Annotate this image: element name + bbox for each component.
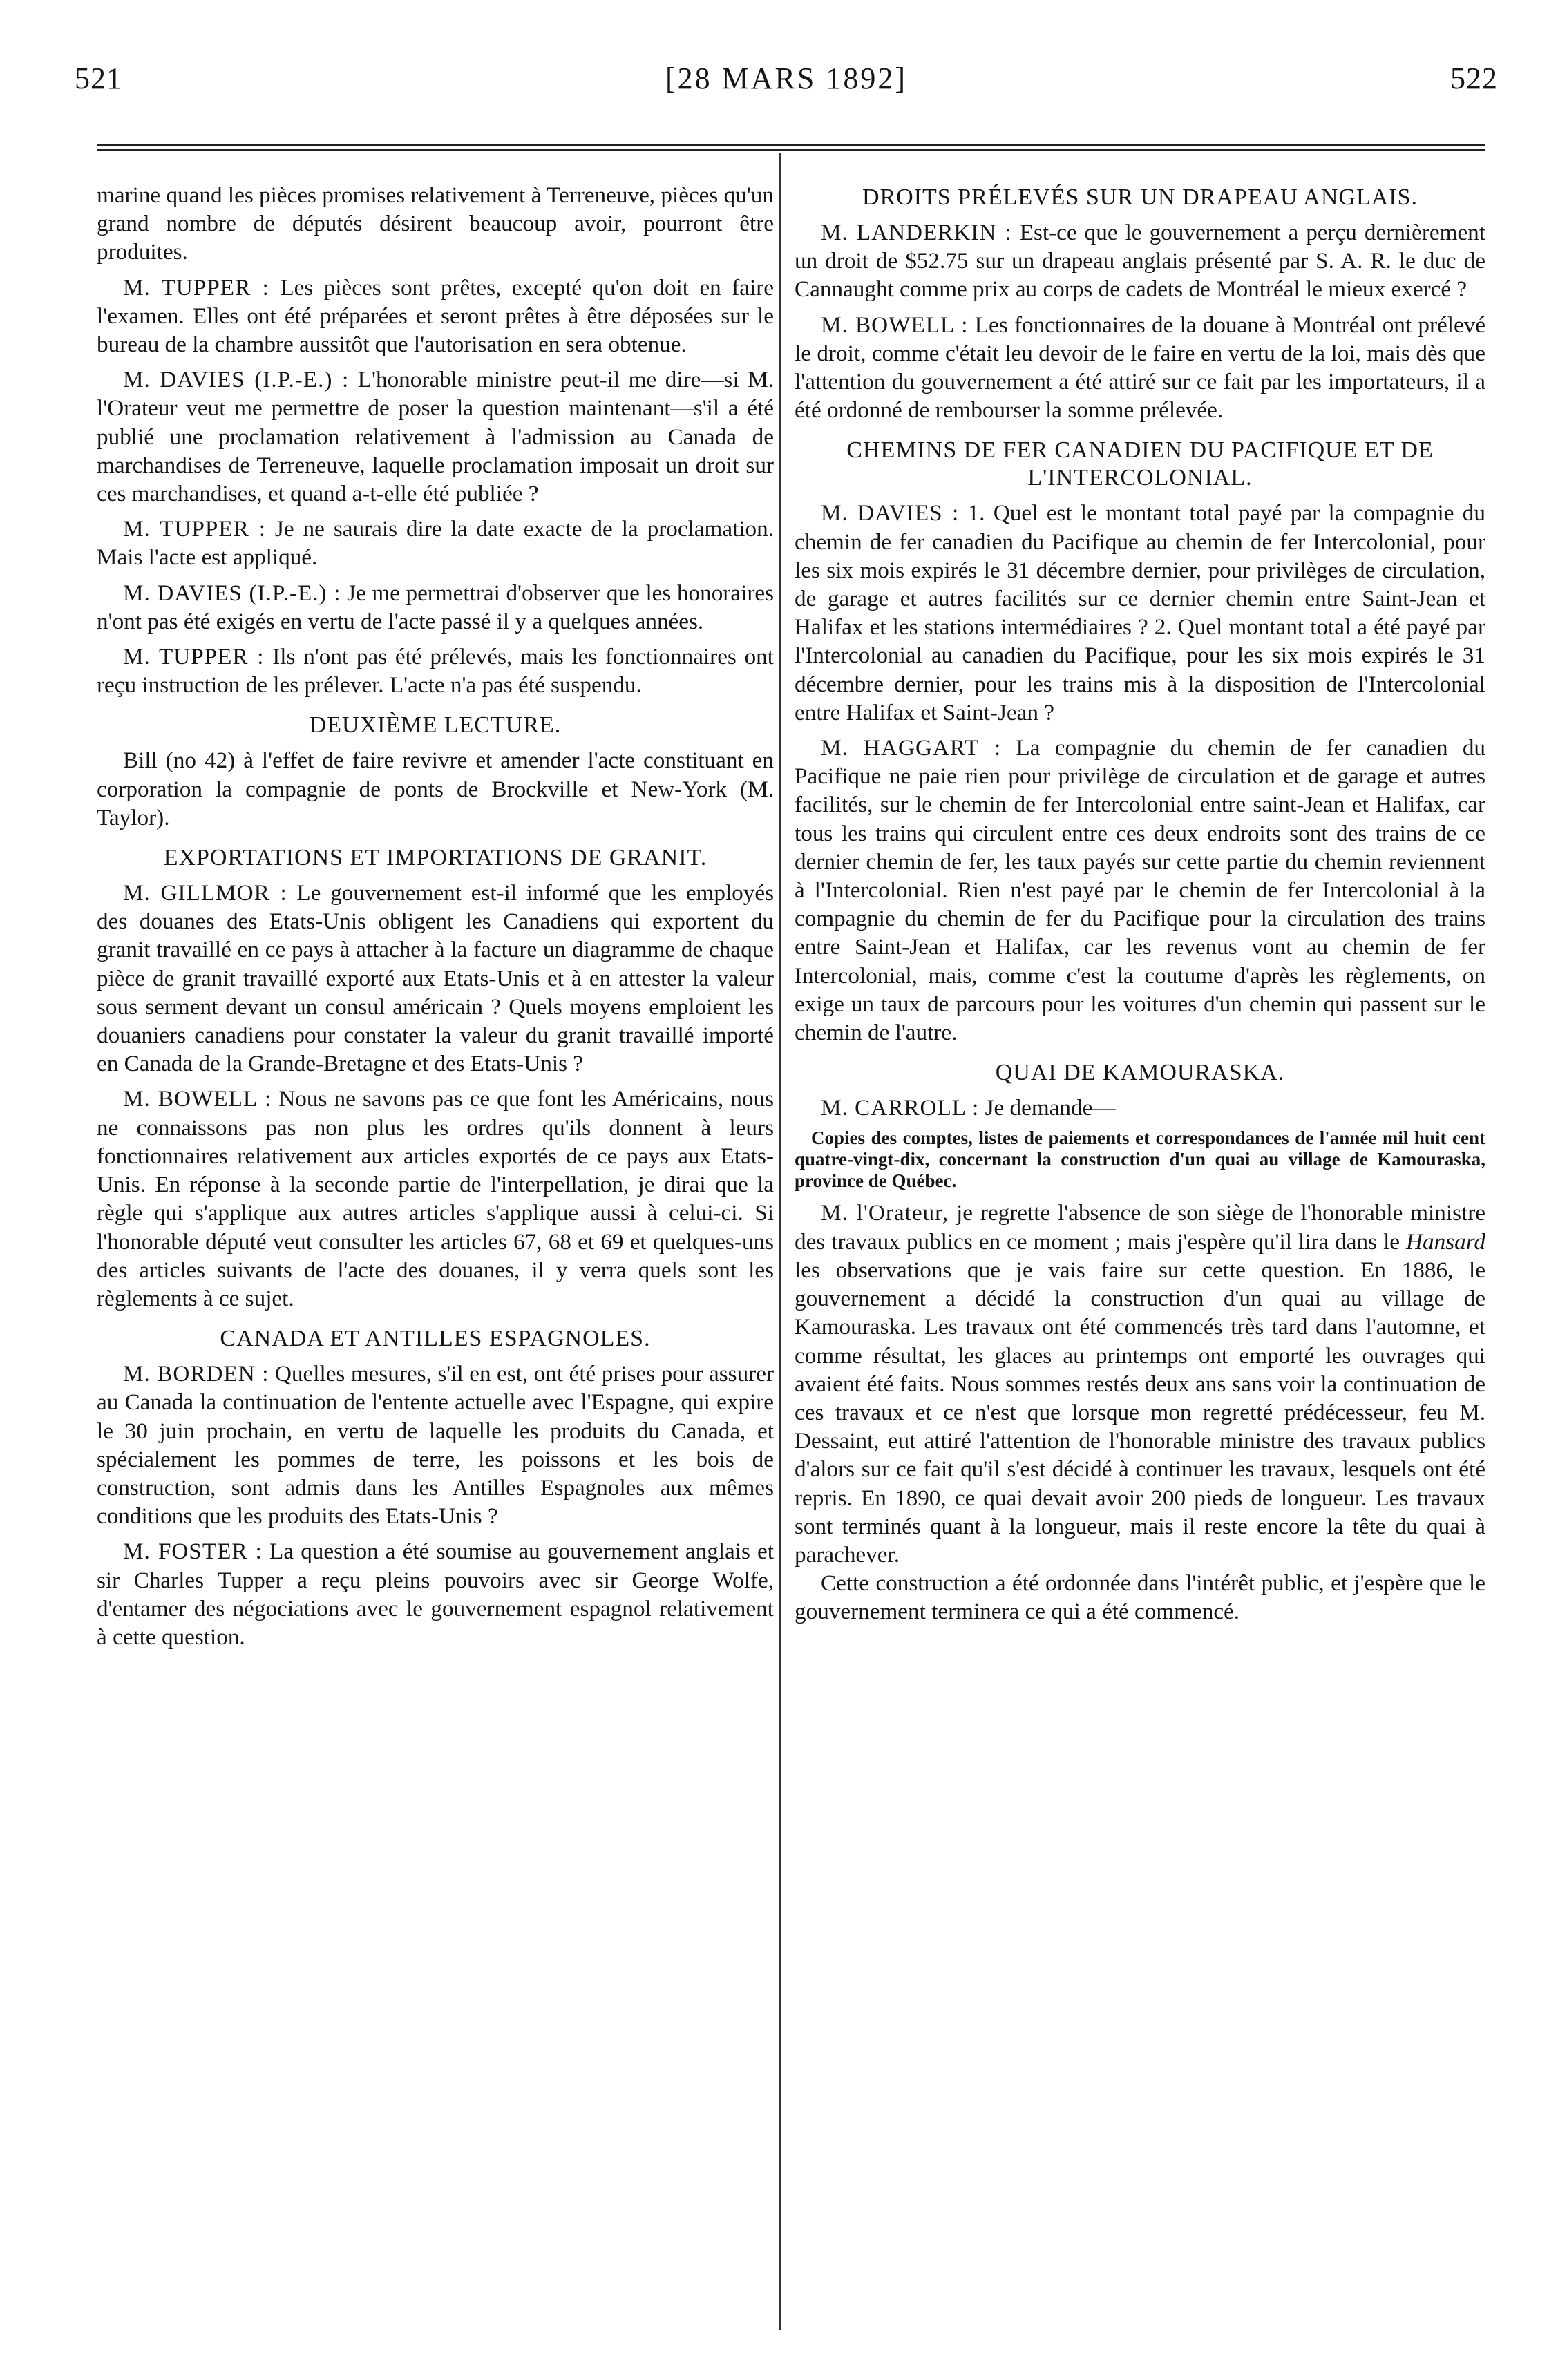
speaker-name: M. DAVIES :	[821, 500, 960, 526]
page-number-left: 521	[75, 61, 122, 95]
speech-text: je regrette l'absence de son siège de l'honorable ministre des travaux publics en ce moment ; mais j'espère qu'il lira dans le	[795, 1200, 1485, 1255]
speech-text: Les pièces sont prêtes, excepté qu'on doit en faire l'examen. Elles ont été préparées et seront prêtes à être déposées sur le bureau de la chambre aussitôt que l'autorisation en sera obtenue.	[97, 274, 774, 358]
speech-text: Je ne saurais dire la date exacte de la proclamation. Mais l'acte est appliqué.	[97, 516, 775, 571]
motion-text: Copies des comptes, listes de paiements et correspondances de l'année mil huit cent quatre-vingt-dix, concernant la construction d'un quai au village de Kamouraska, province de Québec.	[795, 1127, 1485, 1192]
section-heading: DEUXIÈME LECTURE.	[309, 712, 562, 739]
paragraph: marine quand les pièces promises relativement à Terreneuve, pièces qu'un grand nombre de députés désirent beaucoup avoir, pourront être produites.	[97, 182, 774, 265]
speech-text: Je demande—	[985, 1095, 1116, 1121]
paragraph	[795, 499, 1485, 727]
paragraph	[97, 515, 774, 571]
section-heading: CANADA ET ANTILLES ESPAGNOLES.	[220, 1326, 651, 1352]
speaker-name: M. FOSTER :	[123, 1539, 263, 1565]
paragraph	[97, 365, 774, 508]
column-divider	[779, 153, 781, 2330]
speech-text: Est-ce que le gouvernement a perçu dernièrement un droit de $52.75 sur un drapeau anglais présenté par S. A. R. le duc de Cannaught comme prix au corps de cadets de Montréal le mieux exercé ?	[795, 220, 1485, 303]
section-heading: QUAI DE KAMOURASKA.	[995, 1060, 1285, 1086]
paragraph	[97, 642, 774, 699]
paragraph	[795, 734, 1485, 1047]
section-heading: CHEMINS DE FER CANADIEN DU PACIFIQUE ET DE L'INTERCOLONIAL.	[846, 437, 1434, 491]
speech-text: Quelles mesures, s'il en est, ont été prises pour assurer au Canada la continuation de l'entente actuelle avec l'Espagne, qui expire le 30 juin prochain, en vertu de laquelle les produits du Canada, et spécialement les pommes de terre, les poissons et les bois de construction, sont admis dans les Antilles Espagnoles aux mêmes conditions que les produits des Etats-Unis ?	[97, 1361, 774, 1530]
paragraph	[97, 1085, 774, 1313]
speaker-name: M. BORDEN :	[123, 1361, 269, 1387]
right-column	[795, 181, 1485, 1626]
speaker-name: M. HAGGART :	[821, 735, 1002, 761]
speaker-name: M. TUPPER :	[123, 274, 269, 301]
paragraph	[97, 879, 774, 1078]
speaker-name: M. BOWELL :	[123, 1086, 272, 1112]
paragraph	[795, 218, 1485, 304]
paragraph: Bill (no 42) à l'effet de faire revivre et amender l'acte constituant en corporation la compagnie de ponts de Brockville et New-York (M. Taylor).	[97, 748, 774, 830]
speech-text: L'honorable ministre peut-il me dire—si M. l'Orateur veut me permettre de poser la question maintenant—s'il a été publié une proclamation relativement à l'admission au Canada de marchandises de Terreneuve, laquelle proclamation imposait un droit sur ces marchandises, et quand a-t-elle été publiée ?	[97, 367, 775, 507]
paragraph	[97, 1360, 774, 1530]
speech-text: Nous ne savons pas ce que font les Américains, nous ne connaissons pas non plus les ordres qu'ils donnent à leurs fonctionnaires relativement aux articles exportés de ce pays aux Etats-Unis. En réponse à la seconde partie de l'interpellation, je dirai que la règle qui s'applique aux autres articles s'applique aussi à celui-ci. Si l'honorable député veut consulter les articles 67, 68 et 69 et quelques-uns des articles suivants de l'acte des douanes, il y verra quels sont les règlements à ce sujet.	[97, 1086, 774, 1311]
speech-text: 1. Quel est le montant total payé par la compagnie du chemin de fer canadien du Pacifique au chemin de fer Intercolonial, pour les six mois expirés le 31 décembre dernier, pour privilèges de circulation, de garage et autres facilités sur ce dernier chemin entre Saint-Jean et Halifax et les stations intermédiaires ? 2. Quel montant total a été payé par l'Intercolonial au canadien du Pacifique, pour les six mois expirés le 31 décembre dernier, pour les trains mis à la disposition de l'Intercolonial entre Halifax et Saint-Jean ?	[795, 500, 1485, 725]
paragraph: Cette construction a été ordonnée dans l'intérêt public, et j'espère que le gouvernement terminera ce qui a été commencé.	[795, 1570, 1485, 1625]
header-rule-thin	[97, 149, 1485, 151]
speaker-name: M. CARROLL :	[821, 1095, 980, 1121]
speaker-name: M. LANDERKIN :	[821, 220, 1012, 245]
speech-text: La compagnie du chemin de fer canadien du Pacifique ne paie rien pour privilège de circulation et de garage et autres facilités, sur le chemin de fer Intercolonial entre saint-Jean et Halifax, car tous les trains qui circulent entre ces deux endroits sont des trains de ce dernier chemin de fer, les taux payés sur cette partie du chemin reviennent à l'Intercolonial. Rien n'est payé par le chemin de fer Intercolonial à la compagnie du chemin de fer du Pacifique pour la circulation des trains entre Saint-Jean et Halifax, car les revenus vont au chemin de fer Intercolonial, mais, comme c'est la coutume d'après les règlements, on exige un taux de parcours pour les voitures d'un chemin qui passent sur le chemin de l'autre.	[795, 735, 1486, 1046]
speaker-name: M. DAVIES (I.P.-E.) :	[123, 367, 350, 393]
header-rule	[97, 144, 1485, 146]
speech-text: Je me permettrai d'observer que les honoraires n'ont pas été exigés en vertu de l'acte passé il y a quelques années.	[97, 580, 775, 634]
speech-text: La question a été soumise au gouvernement anglais et sir Charles Tupper a reçu pleins pouvoirs avec sir George Wolfe, d'entamer des négociations avec le gouvernement espagnol relativement à cette question.	[97, 1539, 775, 1650]
speaker-name: M. l'Orateur,	[821, 1200, 949, 1226]
speaker-name: M. GILLMOR :	[123, 880, 287, 906]
paragraph	[97, 579, 774, 636]
header-date: [28 MARS 1892]	[665, 61, 908, 95]
paragraph	[97, 1537, 774, 1651]
speaker-name: M. BOWELL :	[821, 312, 969, 338]
speech-text: les observations que je vais faire sur cette question. En 1886, le gouvernement a décidé la construction d'un quai au village de Kamouraska. Les travaux ont été commencés très tard dans l'automne, et comme résultat, les glaces au printemps ont emporté les ouvrages qui avaient été faits. Nous sommes restés deux ans sans voir la continuation de ces travaux et ce n'est que lorsque mon regretté prédécesseur, feu M. Dessaint, eut attiré l'attention de l'honorable ministre des travaux publics d'alors sur ce fait qu'il s'est décidé à continuer les travaux, lesquels ont été repris. En 1890, ce quai devait avoir 200 pieds de longueur. Les travaux sont terminés quant à la longueur, mais il reste encore la tête du quai à parachever.	[795, 1257, 1485, 1568]
speaker-name: M. DAVIES (I.P.-E.) :	[123, 580, 341, 606]
speaker-name: M. TUPPER :	[123, 644, 265, 670]
paragraph	[795, 1199, 1485, 1569]
speech-text: Les fonctionnaires de la douane à Montréal ont prélevé le droit, comme c'était leu devoir de le faire en vertu de la loi, mais dès que l'attention du gouvernement a été attiré sur ce fait par les importateurs, il a été ordonné de rembourser la somme prélevée.	[795, 312, 1486, 423]
page-number-right: 522	[1450, 61, 1498, 95]
speech-text: Ils n'ont pas été prélevés, mais les fonctionnaires ont reçu instruction de les prélever. L'acte n'a pas été suspendu.	[97, 644, 774, 698]
section-heading: DROITS PRÉLEVÉS SUR UN DRAPEAU ANGLAIS.	[862, 184, 1418, 210]
paragraph	[795, 311, 1485, 425]
speaker-name: M. TUPPER :	[123, 516, 266, 542]
page-header	[75, 61, 1498, 109]
section-heading: EXPORTATIONS ET IMPORTATIONS DE GRANIT.	[163, 845, 707, 871]
speech-text: Le gouvernement est-il informé que les employés des douanes des Etats-Unis obligent les Canadiens qui exportent du granit travaillé en ce pays à attacher à la facture un diagramme de chaque pièce de granit travaillé exporté aux Etats-Unis et à en attester la valeur sous serment devant un consul américain ? Quels moyens emploient les douaniers canadiens pour constater la valeur du granit travaillé importé en Canada de la Grande-Bretagne et des Etats-Unis ?	[97, 880, 775, 1077]
paragraph	[97, 274, 774, 359]
paragraph	[795, 1094, 1485, 1122]
left-column	[97, 181, 774, 1651]
hansard-italic: Hansard	[1406, 1228, 1485, 1255]
